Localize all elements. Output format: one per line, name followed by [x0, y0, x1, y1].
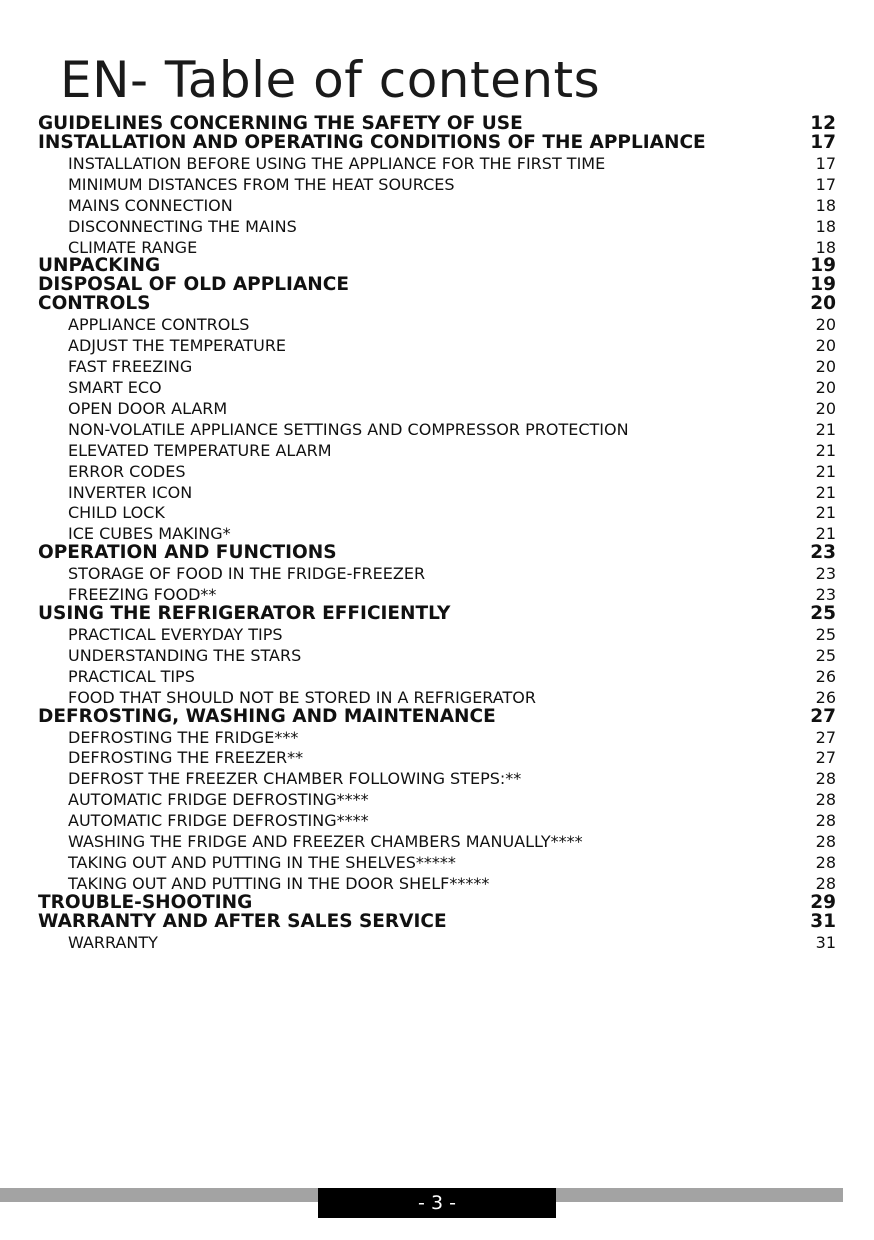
toc-entry-page: 20	[815, 357, 836, 377]
toc-subsection-entry[interactable]	[38, 503, 836, 524]
toc-subsection-entry[interactable]	[38, 154, 836, 175]
toc-entry-label: OPEN DOOR ALARM	[68, 399, 228, 418]
toc-entry-label: INSTALLATION BEFORE USING THE APPLIANCE FOR THE FIRST TIME	[68, 153, 606, 173]
toc-entry-page: 31	[810, 910, 836, 932]
toc-entry-page: 17	[815, 153, 836, 173]
toc-subsection-entry[interactable]	[38, 378, 836, 399]
toc-entry-page: 19	[810, 255, 836, 277]
toc-entry-label: DEFROSTING THE FREEZER**	[68, 748, 304, 768]
toc-entry-page: 27	[815, 748, 836, 768]
toc-subsection-entry[interactable]	[38, 769, 836, 790]
toc-entry-label: STORAGE OF FOOD IN THE FRIDGE-FREEZER	[68, 564, 426, 584]
toc-entry-label: TAKING OUT AND PUTTING IN THE SHELVES*****	[68, 852, 456, 872]
toc-entry-page: 26	[815, 687, 836, 707]
toc-entry-page: 17	[810, 132, 836, 153]
toc-entry-page: 19	[810, 274, 836, 296]
toc-entry-label: ERROR CODES	[68, 461, 186, 481]
toc-subsection-entry[interactable]	[38, 462, 836, 483]
toc-subsection-entry[interactable]	[38, 728, 836, 749]
toc-subsection-entry[interactable]	[38, 748, 836, 769]
toc-section-entry[interactable]	[38, 114, 836, 133]
toc-entry-label: CHILD LOCK	[68, 503, 165, 523]
toc-section-entry[interactable]	[38, 133, 836, 152]
toc-entry-label: ELEVATED TEMPERATURE ALARM	[68, 440, 332, 460]
toc-subsection-entry[interactable]	[38, 336, 836, 357]
toc-entry-page: 18	[815, 195, 836, 215]
toc-entry-page: 21	[815, 419, 836, 439]
toc-entry-label: PRACTICAL EVERYDAY TIPS	[68, 625, 283, 645]
toc-entry-label: NON-VOLATILE APPLIANCE SETTINGS AND COMPRESSOR PROTECTION	[68, 419, 629, 439]
toc-entry-page: 20	[810, 293, 836, 315]
toc-subsection-entry[interactable]	[38, 175, 836, 196]
toc-entry-page: 23	[815, 585, 836, 605]
toc-entry-label: FAST FREEZING	[68, 357, 193, 377]
toc-entry-page: 12	[810, 113, 836, 134]
toc-subsection-entry[interactable]	[38, 933, 836, 954]
toc-subsection-entry[interactable]	[38, 357, 836, 378]
toc-entry-label: TAKING OUT AND PUTTING IN THE DOOR SHELF*****	[68, 873, 490, 893]
toc-section-entry[interactable]	[38, 893, 836, 912]
toc-subsection-entry[interactable]	[38, 853, 836, 874]
toc-entry-page: 27	[810, 705, 836, 727]
toc-entry-label: DISPOSAL OF OLD APPLIANCE	[38, 274, 349, 296]
toc-section-entry[interactable]	[38, 912, 836, 931]
toc-section-entry[interactable]	[38, 543, 836, 562]
toc-entry-page: 28	[815, 769, 836, 789]
toc-entry-label: FOOD THAT SHOULD NOT BE STORED IN A REFRIGERATOR	[68, 687, 536, 707]
toc-entry-label: ICE CUBES MAKING*	[68, 524, 231, 544]
page-number-box	[318, 1188, 556, 1218]
toc-subsection-entry[interactable]	[38, 217, 836, 238]
toc-entry-page: 25	[810, 603, 836, 625]
toc-subsection-entry[interactable]	[38, 315, 836, 336]
toc-entry-page: 20	[815, 399, 836, 418]
toc-entry-label: INSTALLATION AND OPERATING CONDITIONS OF THE APPLIANCE	[38, 132, 706, 153]
toc-subsection-entry[interactable]	[38, 483, 836, 504]
toc-section-entry[interactable]	[38, 707, 836, 726]
toc-entry-page: 18	[815, 237, 836, 257]
toc-entry-page: 26	[815, 666, 836, 686]
toc-entry-label: CONTROLS	[38, 293, 151, 315]
toc-entry-label: DEFROST THE FREEZER CHAMBER FOLLOWING STEPS:**	[68, 769, 522, 789]
toc-subsection-entry[interactable]	[38, 196, 836, 217]
table-of-contents	[38, 114, 836, 954]
toc-entry-page: 28	[815, 852, 836, 872]
toc-entry-label: AUTOMATIC FRIDGE DEFROSTING****	[68, 790, 369, 810]
toc-entry-label: TROUBLE-SHOOTING	[38, 891, 253, 913]
toc-entry-label: CLIMATE RANGE	[68, 237, 198, 257]
toc-entry-page: 28	[815, 832, 836, 852]
toc-section-entry[interactable]	[38, 275, 836, 294]
toc-entry-label: UNDERSTANDING THE STARS	[68, 645, 302, 665]
page-number: - 3 -	[418, 1192, 456, 1214]
toc-entry-page: 18	[815, 216, 836, 236]
toc-entry-label: MAINS CONNECTION	[68, 195, 233, 215]
toc-entry-page: 27	[815, 727, 836, 747]
toc-entry-label: OPERATION AND FUNCTIONS	[38, 542, 337, 564]
toc-entry-label: AUTOMATIC FRIDGE DEFROSTING****	[68, 811, 369, 831]
toc-subsection-entry[interactable]	[38, 667, 836, 688]
toc-entry-page: 21	[815, 440, 836, 460]
toc-entry-page: 31	[815, 932, 836, 952]
toc-subsection-entry[interactable]	[38, 832, 836, 853]
toc-entry-label: GUIDELINES CONCERNING THE SAFETY OF USE	[38, 113, 523, 134]
toc-entry-label: MINIMUM DISTANCES FROM THE HEAT SOURCES	[68, 174, 455, 194]
toc-entry-page: 20	[815, 378, 836, 398]
toc-entry-page: 21	[815, 503, 836, 523]
toc-section-entry[interactable]	[38, 256, 836, 275]
toc-section-entry[interactable]	[38, 604, 836, 623]
toc-subsection-entry[interactable]	[38, 399, 836, 420]
toc-entry-label: INVERTER ICON	[68, 482, 193, 502]
toc-entry-label: ADJUST THE TEMPERATURE	[68, 336, 287, 356]
toc-subsection-entry[interactable]	[38, 564, 836, 585]
toc-entry-label: DEFROSTING THE FRIDGE***	[68, 727, 299, 747]
toc-entry-page: 23	[815, 564, 836, 584]
toc-entry-page: 28	[815, 811, 836, 831]
toc-section-entry[interactable]	[38, 294, 836, 313]
toc-subsection-entry[interactable]	[38, 790, 836, 811]
toc-entry-label: SMART ECO	[68, 378, 162, 398]
toc-entry-label: WARRANTY	[68, 932, 158, 952]
toc-entry-page: 20	[815, 315, 836, 335]
toc-entry-page: 25	[815, 625, 836, 645]
toc-entry-page: 21	[815, 461, 836, 481]
toc-entry-label: FREEZING FOOD**	[68, 585, 217, 605]
toc-entry-page: 28	[815, 873, 836, 893]
toc-subsection-entry[interactable]	[38, 420, 836, 441]
toc-entry-label: DEFROSTING, WASHING AND MAINTENANCE	[38, 705, 496, 727]
toc-entry-label: PRACTICAL TIPS	[68, 666, 195, 686]
toc-subsection-entry[interactable]	[38, 441, 836, 462]
toc-entry-label: APPLIANCE CONTROLS	[68, 315, 250, 335]
page-title: EN- Table of contents	[60, 51, 601, 109]
toc-entry-page: 21	[815, 524, 836, 544]
toc-subsection-entry[interactable]	[38, 646, 836, 667]
toc-subsection-entry[interactable]	[38, 625, 836, 646]
toc-entry-label: WARRANTY AND AFTER SALES SERVICE	[38, 910, 447, 932]
toc-entry-page: 23	[810, 542, 836, 564]
toc-entry-page: 21	[815, 482, 836, 502]
toc-entry-page: 29	[810, 891, 836, 913]
toc-entry-page: 28	[815, 790, 836, 810]
toc-entry-page: 25	[815, 645, 836, 665]
toc-entry-page: 20	[815, 336, 836, 356]
toc-entry-label: USING THE REFRIGERATOR EFFICIENTLY	[38, 603, 451, 625]
toc-subsection-entry[interactable]	[38, 811, 836, 832]
toc-entry-label: DISCONNECTING THE MAINS	[68, 216, 297, 236]
toc-entry-label: UNPACKING	[38, 255, 161, 277]
toc-entry-page: 17	[815, 174, 836, 194]
toc-entry-label: WASHING THE FRIDGE AND FREEZER CHAMBERS MANUALLY****	[68, 832, 583, 852]
